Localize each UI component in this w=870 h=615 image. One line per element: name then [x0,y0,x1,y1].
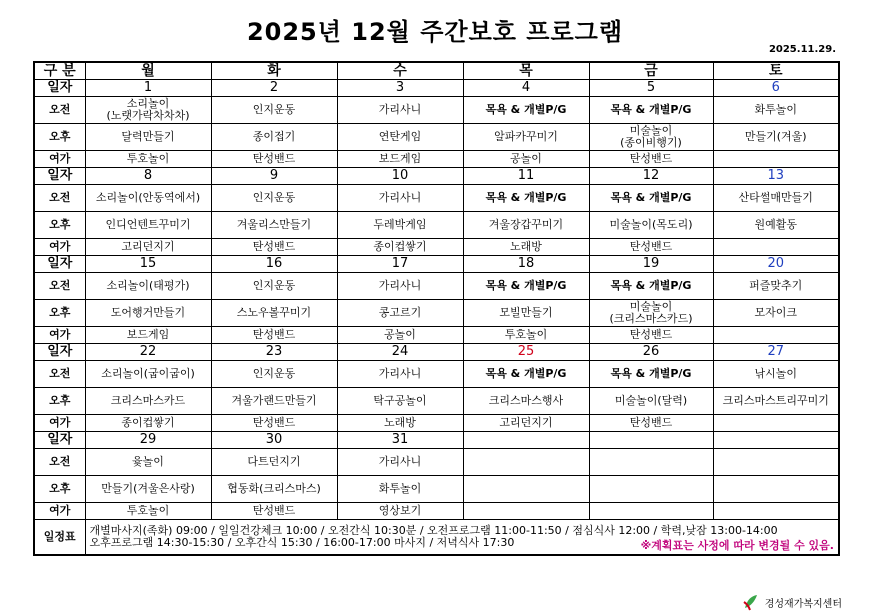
program-cell: 산타썰매만들기 [713,185,839,212]
program-cell: 만들기(겨울은사랑) [85,476,211,503]
program-cell [713,415,839,432]
program-cell [713,151,839,168]
row-label: 일자 [34,168,85,185]
program-cell: 탄성밴드 [589,151,713,168]
program-cell: 다트던지기 [211,449,337,476]
program-cell: 탄성밴드 [211,327,337,344]
program-cell: 미술놀이 (종이비행기) [589,124,713,151]
program-cell: 가리사니 [337,361,463,388]
row-label: 일자 [34,432,85,449]
row-label: 오후 [34,476,85,503]
page-title: 2025년 12월 주간보호 프로그램 [246,18,624,46]
program-cell: 가리사니 [337,449,463,476]
row-label: 오전 [34,97,85,124]
row-label: 여가 [34,503,85,520]
program-cell: 협동화(크리스마스) [211,476,337,503]
program-cell: 목욕 & 개별P/G [463,273,589,300]
program-cell: 목욕 & 개별P/G [463,97,589,124]
program-cell: 소리놀이 (노랫가락차차차) [85,97,211,124]
day-number: 19 [589,256,713,273]
day-number: 9 [211,168,337,185]
program-cell: 퍼즐맞추기 [713,273,839,300]
program-cell: 알파카꾸미기 [463,124,589,151]
program-cell: 탄성밴드 [589,327,713,344]
program-cell: 공놀이 [337,327,463,344]
program-cell: 모자이크 [713,300,839,327]
program-cell: 만들기(겨울) [713,124,839,151]
day-number: 4 [463,80,589,97]
program-cell: 보드게임 [85,327,211,344]
week-1-am-row [34,97,839,124]
program-cell [713,239,839,256]
day-number: 24 [337,344,463,361]
program-cell: 두레박게임 [337,212,463,239]
program-cell: 탄성밴드 [211,503,337,520]
program-cell: 모빌만들기 [463,300,589,327]
week-5-pm-row [34,476,839,503]
day-number: 29 [85,432,211,449]
program-cell: 크리스마스행사 [463,388,589,415]
program-cell: 인지운동 [211,97,337,124]
program-cell: 목욕 & 개별P/G [589,273,713,300]
program-cell [589,476,713,503]
day-number: 18 [463,256,589,273]
program-cell [713,476,839,503]
week-3-day-row [34,256,839,273]
program-cell: 윷놀이 [85,449,211,476]
program-cell: 고리던지기 [463,415,589,432]
row-label: 오전 [34,185,85,212]
day-number: 31 [337,432,463,449]
week-2-day-row [34,168,839,185]
program-cell: 미술놀이 (크리스마스카드) [589,300,713,327]
week-5-ev-row [34,503,839,520]
schedule-note: ※계획표는 사정에 따라 변경될 수 있음. [640,539,834,552]
row-label: 일자 [34,344,85,361]
header-sat: 토 [713,62,839,80]
week-5-day-row [34,432,839,449]
program-cell: 크리스마스트리꾸미기 [713,388,839,415]
program-cell: 겨울장갑꾸미기 [463,212,589,239]
day-number: 17 [337,256,463,273]
schedule-line-2: 오후프로그램 14:30-15:30 / 오후간식 15:30 / 16:00-17:00 마사지 / 저녁식사 17:30 [89,536,515,549]
program-cell: 화투놀이 [337,476,463,503]
program-cell [463,449,589,476]
header-wed: 수 [337,62,463,80]
row-label: 일자 [34,80,85,97]
program-cell: 콩고르기 [337,300,463,327]
program-cell: 미술놀이(목도리) [589,212,713,239]
program-cell: 크리스마스카드 [85,388,211,415]
day-number: 5 [589,80,713,97]
day-number: 16 [211,256,337,273]
program-cell: 가리사니 [337,97,463,124]
row-label: 여가 [34,151,85,168]
org-name: 경성재가복지센터 [764,598,842,610]
program-cell: 종이접기 [211,124,337,151]
program-cell [463,476,589,503]
program-cell: 인지운동 [211,185,337,212]
program-cell: 소리놀이(굽이굽이) [85,361,211,388]
week-3-pm-row [34,300,839,327]
program-cell: 소리놀이(안동역에서) [85,185,211,212]
week-1-day-row [34,80,839,97]
day-number: 25 [463,344,589,361]
program-cell: 인디언텐트꾸미기 [85,212,211,239]
schedule-table [33,61,840,556]
day-number: 26 [589,344,713,361]
day-number: 3 [337,80,463,97]
program-cell: 겨울가랜드만들기 [211,388,337,415]
footer-org [741,592,842,612]
program-cell [713,503,839,520]
row-label: 여가 [34,239,85,256]
row-label: 오후 [34,124,85,151]
schedule-label: 일정표 [34,520,85,556]
week-1-ev-row [34,151,839,168]
leaf-logo-icon [741,592,761,612]
day-number: 1 [85,80,211,97]
day-number: 15 [85,256,211,273]
day-number: 8 [85,168,211,185]
row-label: 오전 [34,449,85,476]
week-2-pm-row [34,212,839,239]
row-label: 여가 [34,415,85,432]
program-cell: 탄성밴드 [211,239,337,256]
week-4-am-row [34,361,839,388]
program-cell: 가리사니 [337,185,463,212]
program-cell: 낚시놀이 [713,361,839,388]
day-number: 27 [713,344,839,361]
program-cell: 미술놀이(달력) [589,388,713,415]
program-cell: 고리던지기 [85,239,211,256]
program-cell: 목욕 & 개별P/G [463,361,589,388]
program-cell: 소리놀이(태평가) [85,273,211,300]
week-2-ev-row [34,239,839,256]
program-cell: 목욕 & 개별P/G [589,97,713,124]
program-cell: 종이컵쌓기 [337,239,463,256]
week-4-day-row [34,344,839,361]
program-cell: 목욕 & 개별P/G [589,185,713,212]
program-cell: 노래방 [337,415,463,432]
schedule-text [85,520,839,556]
program-cell [589,449,713,476]
header-fri: 금 [589,62,713,80]
day-number [713,432,839,449]
header-category: 구 분 [34,62,85,80]
program-cell: 연탄게임 [337,124,463,151]
program-cell: 스노우볼꾸미기 [211,300,337,327]
program-cell: 노래방 [463,239,589,256]
program-cell: 탄성밴드 [589,239,713,256]
program-cell: 탁구공놀이 [337,388,463,415]
row-label: 오전 [34,361,85,388]
day-number: 12 [589,168,713,185]
program-cell: 달력만들기 [85,124,211,151]
day-number: 23 [211,344,337,361]
program-cell: 탄성밴드 [211,151,337,168]
week-4-ev-row [34,415,839,432]
program-cell: 가리사니 [337,273,463,300]
document-date: 2025.11.29. [768,44,836,55]
week-4-pm-row [34,388,839,415]
day-number: 20 [713,256,839,273]
program-cell: 원예활동 [713,212,839,239]
day-number: 13 [713,168,839,185]
program-cell [589,503,713,520]
program-cell [463,503,589,520]
day-number [589,432,713,449]
program-cell: 투호놀이 [463,327,589,344]
program-cell [713,449,839,476]
program-cell: 투호놀이 [85,503,211,520]
row-label: 오전 [34,273,85,300]
program-cell: 인지운동 [211,273,337,300]
schedule-line-1: 개별마사지(족화) 09:00 / 일일건강체크 10:00 / 오전간식 10:30분 / 오전프로그램 11:00-11:50 / 점심식사 12:00 / 학력,낮잠 13:00-14:00 [89,524,778,537]
program-cell: 영상보기 [337,503,463,520]
week-2-am-row [34,185,839,212]
week-1-pm-row [34,124,839,151]
row-label: 일자 [34,256,85,273]
program-cell: 인지운동 [211,361,337,388]
program-cell: 투호놀이 [85,151,211,168]
program-cell: 탄성밴드 [589,415,713,432]
day-number: 2 [211,80,337,97]
row-label: 오후 [34,300,85,327]
week-3-am-row [34,273,839,300]
header-mon: 월 [85,62,211,80]
row-label: 여가 [34,327,85,344]
header-thu: 목 [463,62,589,80]
day-number [463,432,589,449]
day-number: 10 [337,168,463,185]
program-cell: 탄성밴드 [211,415,337,432]
week-5-am-row [34,449,839,476]
day-number: 11 [463,168,589,185]
program-cell: 목욕 & 개별P/G [463,185,589,212]
row-label: 오후 [34,212,85,239]
program-cell: 화투놀이 [713,97,839,124]
program-cell: 종이컵쌓기 [85,415,211,432]
program-cell: 도어행거만들기 [85,300,211,327]
day-number: 22 [85,344,211,361]
row-label: 오후 [34,388,85,415]
day-number: 6 [713,80,839,97]
week-3-ev-row [34,327,839,344]
program-cell [713,327,839,344]
program-cell: 겨울리스만들기 [211,212,337,239]
header-row [34,62,839,80]
program-cell: 공놀이 [463,151,589,168]
schedule-row [34,520,839,556]
program-cell: 목욕 & 개별P/G [589,361,713,388]
header-tue: 화 [211,62,337,80]
day-number: 30 [211,432,337,449]
program-cell: 보드게임 [337,151,463,168]
